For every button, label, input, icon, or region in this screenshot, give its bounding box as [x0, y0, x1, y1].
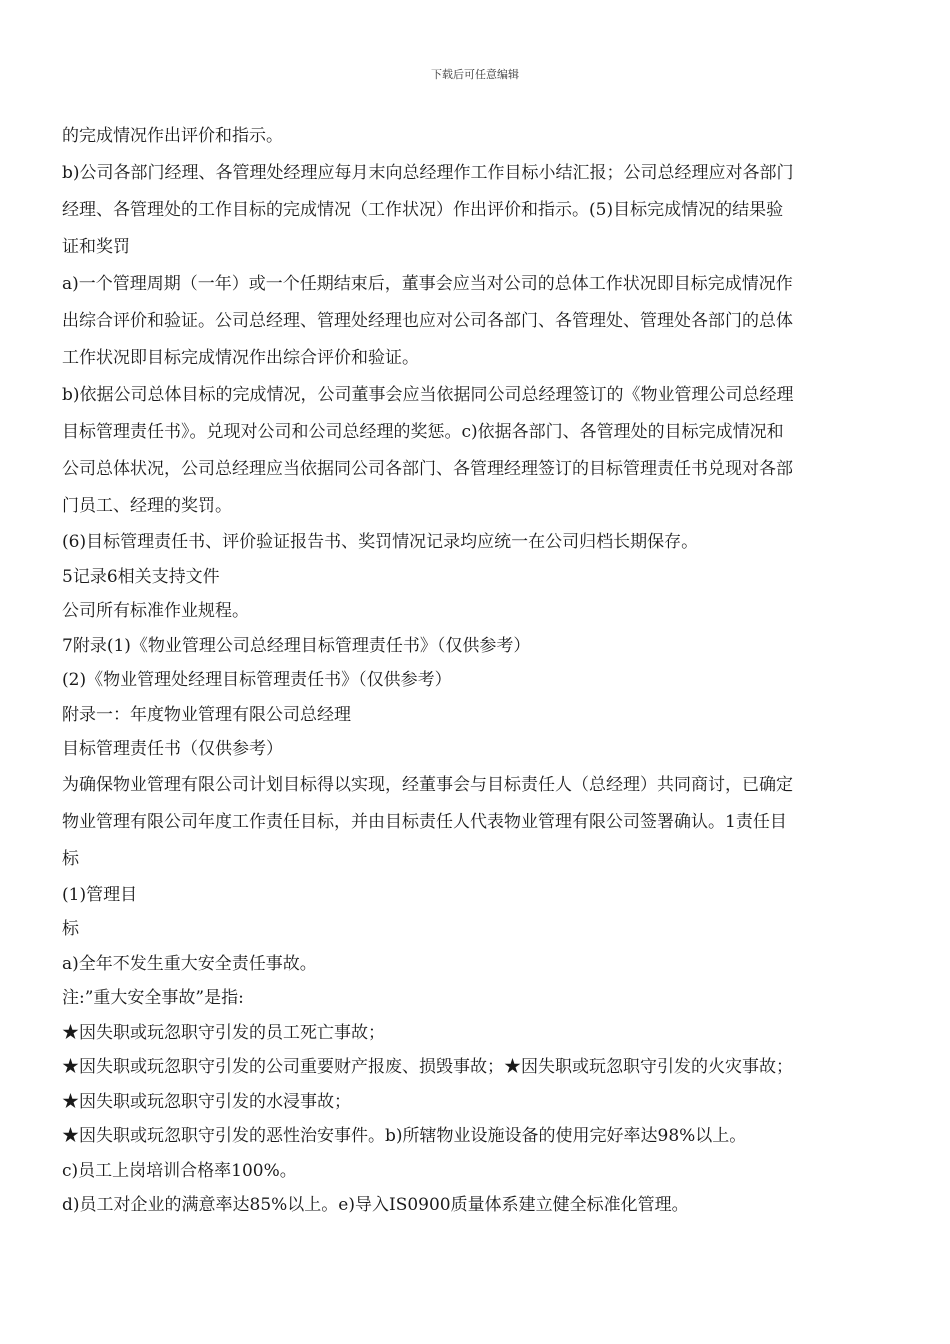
text-line: 标	[62, 919, 79, 939]
text-line: a)全年不发生重大安全责任事故。	[62, 953, 317, 974]
text-line: 目标管理责任书》。兑现对公司和公司总经理的奖惩。c)依据各部门、各管理处的目标完成情况和	[62, 422, 784, 442]
text-line: 工作状况即目标完成情况作出综合评价和验证。	[62, 348, 419, 368]
text-line: 7附录(1)《物业管理公司总经理目标管理责任书》（仅供参考）	[62, 635, 531, 656]
text-line: b)依据公司总体目标的完成情况，公司董事会应当依据同公司总经理签订的《物业管理公司总经理	[62, 385, 794, 405]
text-line: b)公司各部门经理、各管理处经理应每月末向总经理作工作目标小结汇报；公司总经理应对各部门	[62, 163, 794, 183]
appendix-subtitle: 目标管理责任书（仅供参考）	[62, 739, 283, 759]
text-line: 出综合评价和验证。公司总经理、管理处经理也应对公司各部门、各管理处、管理处各部门的总体	[62, 311, 793, 331]
text-line: (6)目标管理责任书、评价验证报告书、奖罚情况记录均应统一在公司归档长期保存。	[62, 532, 699, 552]
text-line: 公司总体状况，公司总经理应当依据同公司各部门、各管理经理签订的目标管理责任书兑现对各部	[62, 459, 793, 479]
text-line: 公司所有标准作业规程。	[62, 601, 249, 621]
section-heading: 5记录6相关支持文件	[62, 566, 220, 587]
text-line: 经理、各管理处的工作目标的完成情况（工作状况）作出评价和指示。(5)目标完成情况的结果验	[62, 200, 784, 220]
bullet-line: ★因失职或玩忽职守引发的公司重要财产报废、损毁事故；★因失职或玩忽职守引发的火灾事故；	[62, 1057, 793, 1077]
page-header: 下载后可任意编辑	[431, 68, 519, 81]
bullet-line: ★因失职或玩忽职守引发的恶性治安事件。b)所辖物业设施设备的使用完好率达98%以上。	[62, 1126, 747, 1146]
text-line: 标	[62, 848, 79, 869]
text-line: 证和奖罚	[62, 237, 130, 257]
text-line: (1)管理目	[62, 884, 138, 905]
appendix-title: 附录一：年度物业管理有限公司总经理	[62, 704, 351, 725]
text-line: 的完成情况作出评价和指示。	[62, 126, 283, 146]
document-body	[62, 118, 888, 1223]
text-line: d)员工对企业的满意率达85%以上。e)导入IS0900质量体系建立健全标准化管理。	[62, 1195, 689, 1215]
text-line: c)员工上岗培训合格率100%。	[62, 1160, 297, 1181]
text-line: 为确保物业管理有限公司计划目标得以实现，经董事会与目标责任人（总经理）共同商讨，已确定	[62, 774, 793, 795]
text-line: a)一个管理周期（一年）或一个任期结束后，董事会应当对公司的总体工作状况即目标完成情况作	[62, 274, 793, 294]
text-line: (2)《物业管理处经理目标管理责任书》（仅供参考）	[62, 670, 452, 690]
bullet-line: ★因失职或玩忽职守引发的员工死亡事故；	[62, 1022, 385, 1043]
text-line: 注:”重大安全事故”是指:	[62, 988, 244, 1008]
text-line: 物业管理有限公司年度工作责任目标，并由目标责任人代表物业管理有限公司签署确认。1责任目	[62, 811, 787, 832]
text-line: 门员工、经理的奖罚。	[62, 496, 232, 516]
bullet-line: ★因失职或玩忽职守引发的水浸事故；	[62, 1091, 351, 1112]
